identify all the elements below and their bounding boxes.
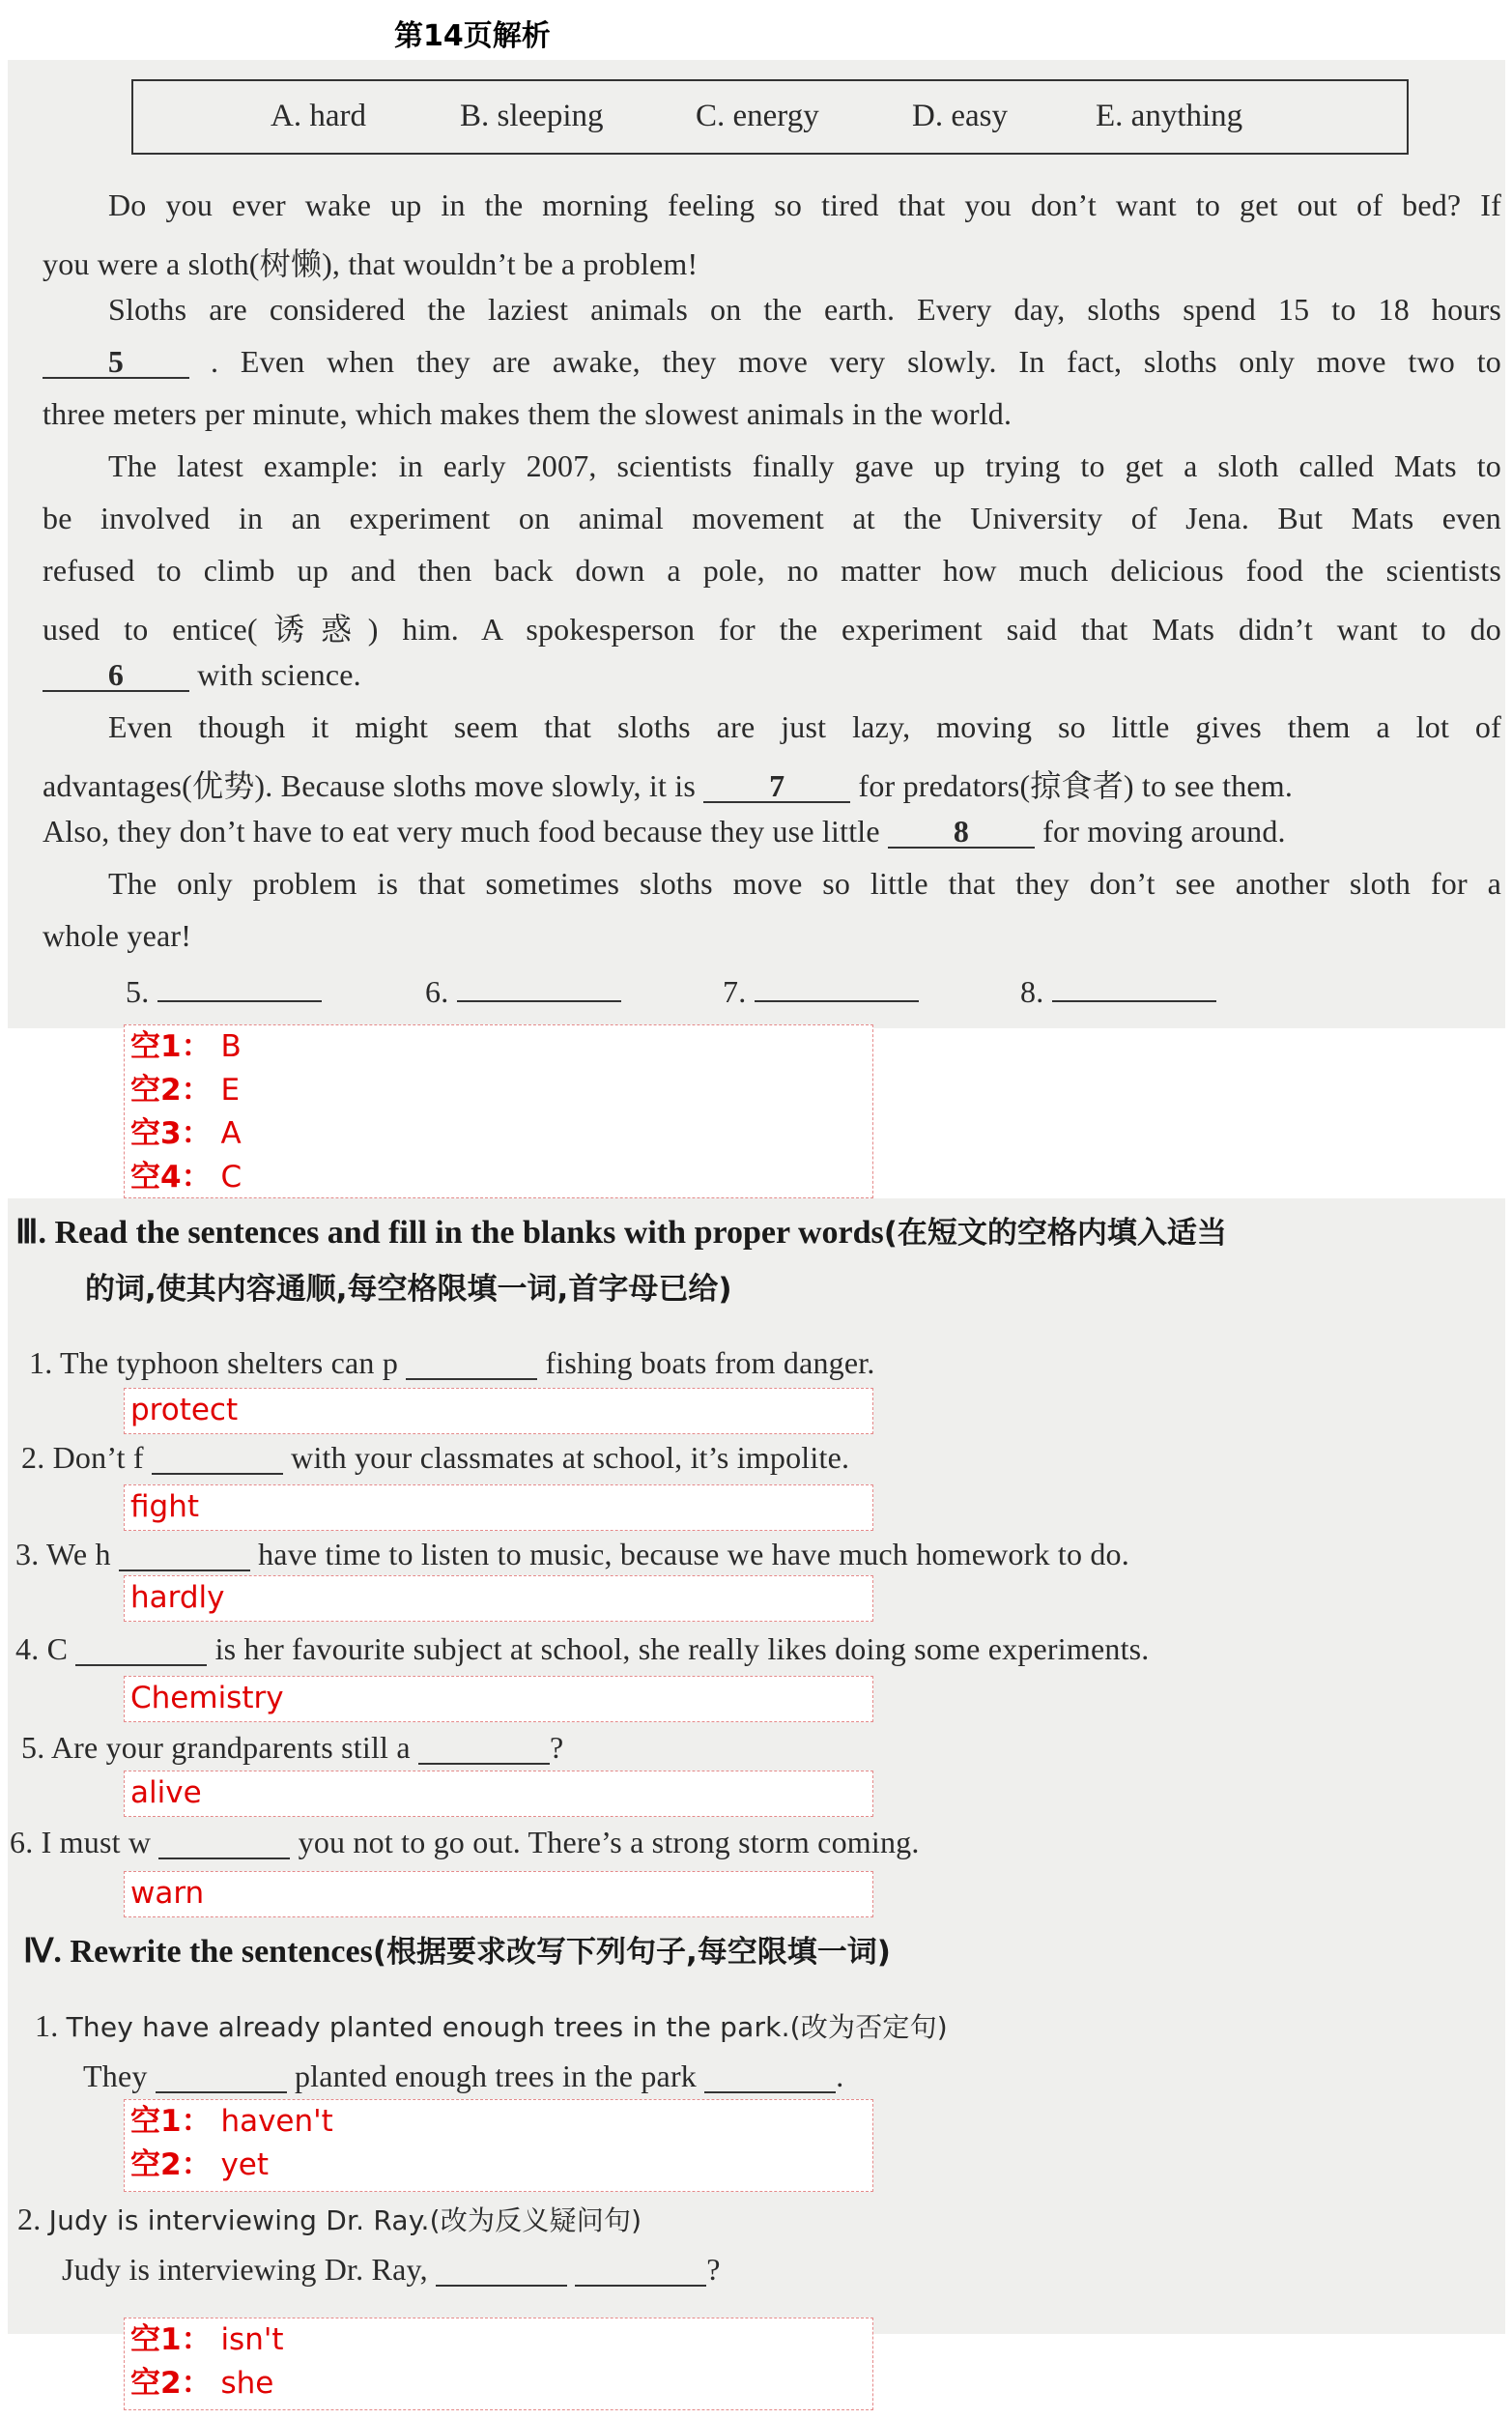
passage-line: Even though it might seem that sloths are just lazy, moving so little gives them a lot of	[108, 709, 1501, 744]
question-4-2: 2. Judy is interviewing Dr. Ray.(改为反义疑问句)	[17, 2202, 642, 2236]
answer-row: 空2： yet	[130, 2147, 270, 2182]
page-header: 第14页解析	[394, 19, 551, 53]
passage-line: . Even when they are awake, they move very slowly. In fact, sloths only move two to	[211, 344, 1501, 379]
option-d: D. easy	[912, 99, 1008, 133]
question-4-1-rewrite: They planted enough trees in the park .	[83, 2059, 844, 2093]
passage-line: Sloths are considered the laziest animals on the earth. Every day, sloths spend 15 to 18 hours	[108, 292, 1501, 327]
answer-line-7: 7.	[723, 974, 919, 1010]
passage-line: Also, they don’t have to eat very much food because they use little 8 for moving around.	[43, 814, 1286, 849]
question-3-6: 6. I must w you not to go out. There’s a strong storm coming.	[10, 1825, 920, 1859]
passage-line: refused to climb up and then back down a pole, no matter how much delicious food the scientists	[43, 553, 1501, 588]
blank-8: 8	[888, 816, 1035, 849]
option-c: C. energy	[696, 99, 819, 133]
answer-row: 空4： C	[130, 1160, 242, 1195]
passage-line: advantages(优势). Because sloths move slowly, it is 7 for predators(掠食者) to see them.	[43, 768, 1294, 803]
passage-line	[43, 344, 189, 380]
passage-line: The only problem is that sometimes sloths move so little that they don’t see another sloth for a	[108, 866, 1501, 901]
passage-line: whole year!	[43, 918, 192, 953]
section-3-title-cont: 的词,使其内容通顺,每空格限填一词,首字母已给)	[85, 1272, 732, 1307]
answer-row: 空2： E	[130, 1073, 241, 1108]
answer-box	[124, 2318, 873, 2410]
question-3-3: 3. We h have time to listen to music, because we have much homework to do.	[15, 1537, 1129, 1571]
passage-line: you were a sloth(树懒), that wouldn’t be a problem!	[43, 246, 699, 281]
passage-line: The latest example: in early 2007, scientists finally gave up trying to get a sloth called Mats to	[108, 448, 1501, 483]
answer-row: 空3： A	[130, 1116, 242, 1151]
passage-line: be involved in an experiment on animal movement at the University of Jena. But Mats even	[43, 501, 1501, 535]
question-3-5: 5. Are your grandparents still a ?	[21, 1730, 564, 1765]
question-4-2-rewrite: Judy is interviewing Dr. Ray, ?	[62, 2252, 721, 2287]
answer-box: warn	[124, 1871, 873, 1917]
question-3-1: 1. The typhoon shelters can p fishing boats from danger.	[29, 1345, 875, 1380]
passage-line: 6 with science.	[43, 657, 361, 693]
answer-box: Chemistry	[124, 1676, 873, 1722]
answer-row: 空2： she	[130, 2366, 274, 2401]
option-a: A. hard	[271, 99, 366, 133]
answer-row: 空1： isn't	[130, 2322, 284, 2357]
answer-box: hardly	[124, 1575, 873, 1622]
answer-box: protect	[124, 1388, 873, 1434]
answer-box: fight	[124, 1484, 873, 1531]
blank-5: 5	[43, 346, 189, 379]
passage-line: Do you ever wake up in the morning feeling so tired that you don’t want to get out of bed? If	[108, 187, 1501, 222]
passage-line: used to entice(诱惑) him. A spokesperson for the experiment said that Mats didn’t want to do	[43, 612, 1501, 647]
answer-line-8: 8.	[1020, 974, 1216, 1010]
answer-line-5: 5.	[126, 974, 322, 1010]
answer-box	[124, 2099, 873, 2192]
blank-6: 6	[43, 659, 189, 692]
section-4-title: Ⅳ. Rewrite the sentences(根据要求改写下列句子,每空限填一词)	[23, 1934, 891, 1970]
question-3-4: 4. C is her favourite subject at school, she really likes doing some experiments.	[15, 1631, 1150, 1666]
answer-box-passage	[124, 1024, 873, 1198]
answer-row: 空1： B	[130, 1029, 242, 1064]
question-4-1: 1. They have already planted enough trees in the park.(改为否定句)	[35, 2008, 948, 2043]
section-3-title: Ⅲ. Read the sentences and fill in the blanks with proper words(在短文的空格内填入适当	[15, 1215, 1227, 1251]
option-e: E. anything	[1096, 99, 1243, 133]
passage-line: three meters per minute, which makes them the slowest animals in the world.	[43, 396, 1013, 431]
option-b: B. sleeping	[460, 99, 604, 133]
answer-line-6: 6.	[425, 974, 621, 1010]
question-3-2: 2. Don’t f with your classmates at school, it’s impolite.	[21, 1440, 850, 1475]
answer-row: 空1： haven't	[130, 2104, 333, 2139]
answer-box: alive	[124, 1771, 873, 1817]
blank-7: 7	[703, 770, 850, 803]
